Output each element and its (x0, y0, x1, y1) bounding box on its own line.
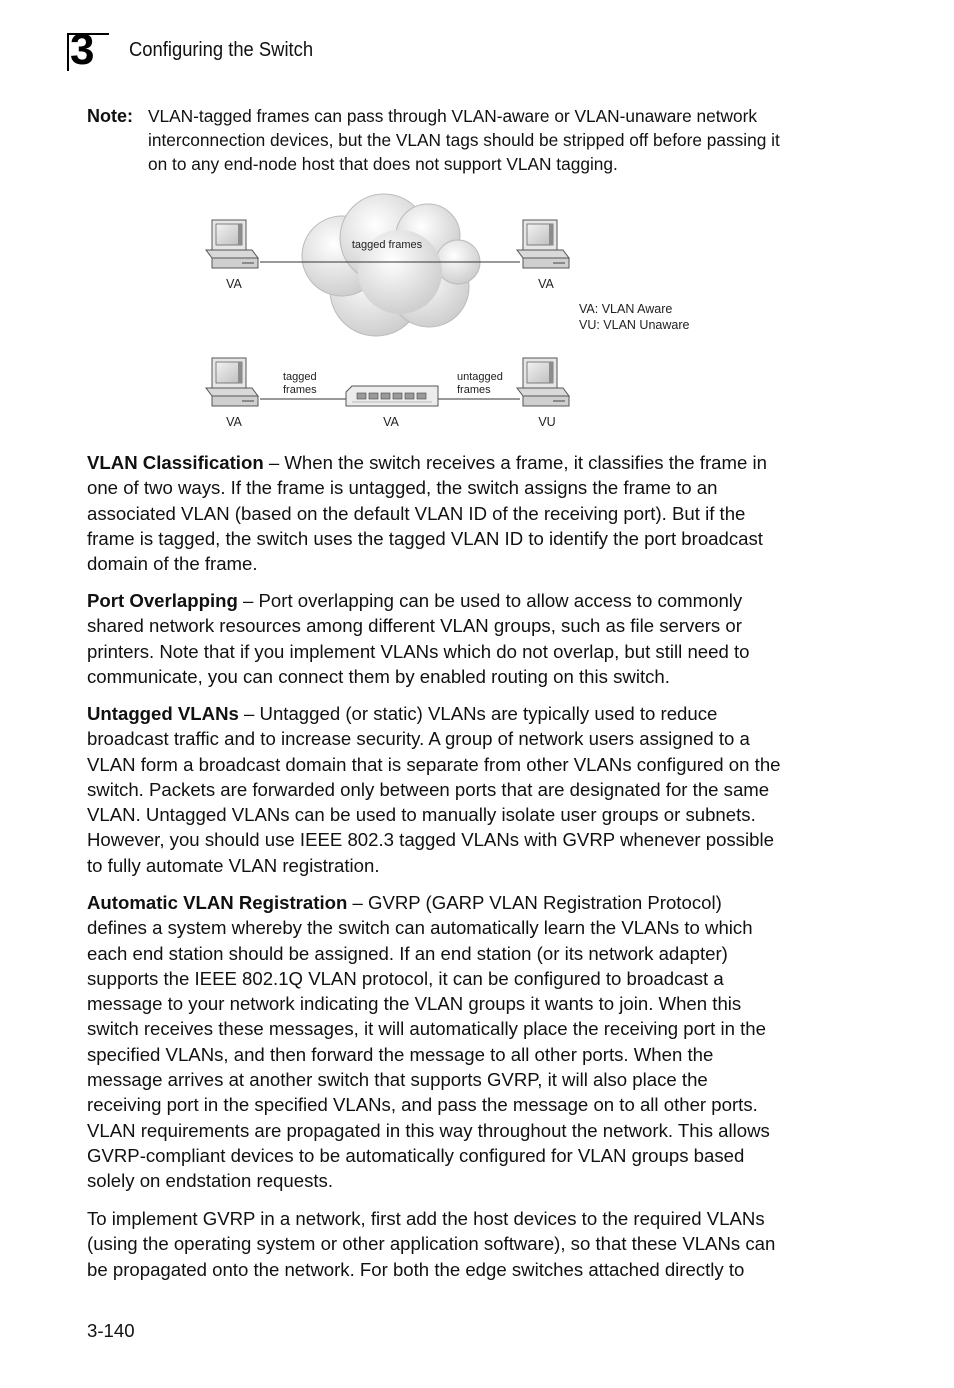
network-cloud (302, 194, 480, 336)
paragraph-line: one of two ways. If the frame is untagged, the switch assigns the frame to an (87, 477, 718, 499)
page-number: 3-140 (87, 1320, 135, 1341)
computer-icon (517, 220, 569, 268)
paragraph-line: message arrives at another switch that supports GVRP, it will also place the (87, 1069, 708, 1091)
paragraph-implement-gvrp (87, 1206, 857, 1282)
note-label: Note: (87, 106, 133, 126)
paragraph-automatic-vlan-registration (87, 890, 857, 1194)
untagged-frames-label-line2: frames (457, 384, 491, 396)
term-automatic-vlan-registration: Automatic VLAN Registration (87, 892, 348, 913)
switch-icon (346, 386, 438, 406)
paragraph-line: – GVRP (GARP VLAN Registration Protocol) (347, 892, 722, 913)
tagged-frames-label-line2: frames (283, 384, 317, 396)
paragraph-line: each end station should be assigned. If an end station (or its network adapter) (87, 942, 728, 964)
tagged-frames-label-line1: tagged (283, 371, 317, 383)
top-left-label: VA (226, 277, 242, 291)
paragraph-line: However, you should use IEEE 802.3 tagged VLANs with GVRP whenever possible (87, 829, 774, 851)
term-untagged-vlans: Untagged VLANs (87, 703, 239, 724)
paragraph-line: frame is tagged, the switch uses the tagged VLAN ID to identify the port broadcast (87, 527, 763, 549)
cloud-label: tagged frames (351, 239, 423, 251)
paragraph-line: – When the switch receives a frame, it classifies the frame in (263, 452, 767, 473)
paragraph-line: receiving port in the specified VLANs, and pass the message on to all other ports. (87, 1094, 758, 1116)
paragraph-line: to fully automate VLAN registration. (87, 854, 380, 876)
computer-icon (206, 220, 258, 268)
running-header-title: Configuring the Switch (129, 39, 314, 61)
paragraph-line: defines a system whereby the switch can automatically learn the VLANs to which (87, 917, 753, 939)
paragraph-line: VLAN requirements are propagated in this way throughout the network. This allows (87, 1119, 770, 1141)
legend-vu: VU: VLAN Unaware (579, 318, 690, 332)
paragraph-line: solely on endstation requests. (87, 1170, 334, 1192)
paragraph-line: switch receives these messages, it will automatically place the receiving port in the (87, 1018, 766, 1040)
paragraph-line: – Untagged (or static) VLANs are typically used to reduce (238, 703, 718, 724)
paragraph-line: – Port overlapping can be used to allow access to commonly (237, 590, 743, 611)
paragraph-line: GVRP-compliant devices to be automatically configured for VLAN groups based (87, 1144, 745, 1166)
paragraph-line: To implement GVRP in a network, first add the host devices to the required VLANs (87, 1208, 765, 1229)
paragraph-line: communicate, you can connect them by enabled routing on this switch. (87, 665, 670, 687)
term-vlan-classification: VLAN Classification (87, 452, 264, 473)
bottom-right-label: VU (538, 415, 556, 429)
paragraph-line: shared network resources among different VLAN groups, such as file servers or (87, 615, 742, 637)
top-right-label: VA (538, 277, 554, 291)
note-line: on to any end-node host that does not support VLAN tagging. (148, 154, 618, 174)
paragraph-line: VLAN form a broadcast domain that is separate from other VLANs configured on the (87, 753, 781, 775)
paragraph-line: specified VLANs, and then forward the message to all other ports. When the (87, 1043, 714, 1065)
paragraph-line: VLAN. Untagged VLANs can be used to manually isolate user groups or subnets. (87, 804, 756, 826)
paragraph-line: supports the IEEE 802.1Q VLAN protocol, it can be configured to broadcast a (87, 967, 724, 989)
note-line: VLAN-tagged frames can pass through VLAN-aware or VLAN-unaware network (148, 106, 757, 126)
paragraph-line: printers. Note that if you implement VLANs which do not overlap, but still need to (87, 640, 750, 662)
legend-va: VA: VLAN Aware (579, 302, 673, 316)
paragraph-line: switch. Packets are forwarded only between ports that are designated for the same (87, 778, 770, 800)
paragraph-line: domain of the frame. (87, 553, 258, 575)
paragraph-untagged-vlans (87, 701, 857, 878)
chapter-number: 3 (70, 25, 94, 74)
paragraph-vlan-classification (87, 450, 857, 576)
untagged-frames-label-line1: untagged (457, 371, 503, 383)
paragraph-line: be propagated onto the network. For both the edge switches attached directly to (87, 1258, 745, 1280)
vlan-tagging-diagram (0, 0, 954, 440)
paragraph-line: (using the operating system or other application software), so that these VLANs can (87, 1233, 776, 1255)
paragraph-line: associated VLAN (based on the default VLAN ID of the receiving port). But if the (87, 502, 746, 524)
bottom-left-label: VA (226, 415, 242, 429)
bottom-switch-label: VA (383, 415, 399, 429)
note-line: interconnection devices, but the VLAN tags should be stripped off before passing it (148, 130, 780, 150)
paragraph-line: message to your network indicating the VLAN groups it wants to join. When this (87, 993, 742, 1015)
computer-icon (517, 358, 569, 406)
term-port-overlapping: Port Overlapping (87, 590, 238, 611)
paragraph-port-overlapping (87, 588, 857, 689)
paragraph-line: broadcast traffic and to increase security. A group of network users assigned to a (87, 728, 750, 750)
computer-icon (206, 358, 258, 406)
